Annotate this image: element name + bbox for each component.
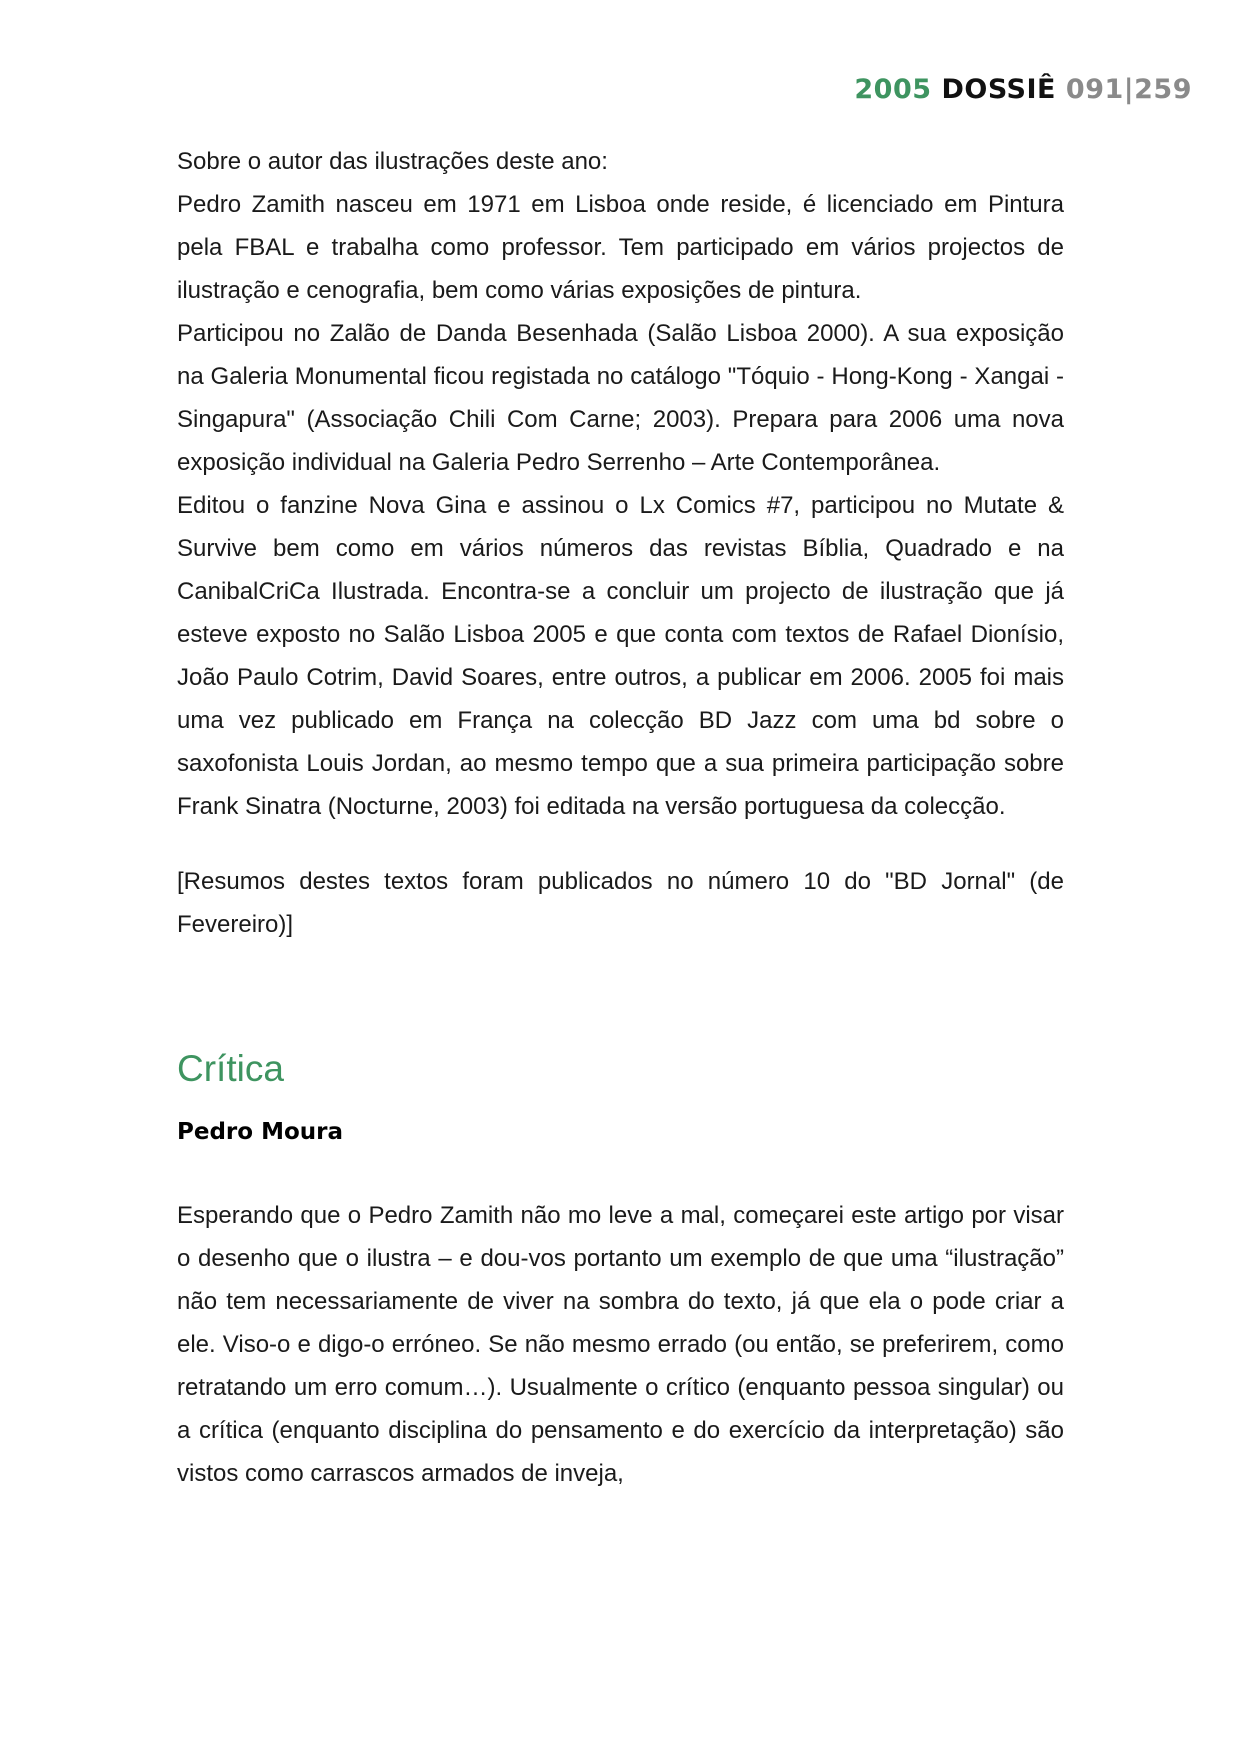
spacer [177,1152,1064,1194]
section-author: Pedro Moura [177,1119,343,1145]
critique-paragraph-1: Esperando que o Pedro Zamith não mo leve a mal, começarei este artigo por visar o desenho que o ilustra – e dou-vos portanto um exemplo de que uma “ilustração” não tem necessariamente de viver na sombra do texto, já que ela o pode criar a ele. Viso-o e digo-o erróneo. Se não mesmo errado (ou então, se preferirem, como retratando um erro comum…). Usualmente o crítico (enquanto pessoa singular) ou a crítica (enquanto disciplina do pensamento e do exercício da interpretação) são vistos como carrascos armados de inveja, [177,1202,1064,1487]
section-title: Crítica [177,1048,284,1089]
bio-paragraph-3: Editou o fanzine Nova Gina e assinou o Lx Comics #7, participou no Mutate & Survive bem como em vários números das revistas Bíblia, Quadrado e na CanibalCriCa Ilustrada. Encontra-se a concluir um projecto de ilustração que já esteve exposto no Salão Lisboa 2005 e que conta com textos de Rafael Dionísio, João Paulo Cotrim, David Soares, entre outros, a publicar em 2006. 2005 foi mais uma vez publicado em França na colecção BD Jazz com uma bd sobre o saxofonista Louis Jordan, ao mesmo tempo que a sua primeira participação sobre Frank Sinatra (Nocturne, 2003) foi editada na versão portuguesa da colecção. [177,492,1064,820]
page-content [177,140,1064,1495]
spacer [177,828,1064,860]
bio-paragraph-1: Pedro Zamith nasceu em 1971 em Lisboa onde reside, é licenciado em Pintura pela FBAL e trabalha como professor. Tem participado em vários projectos de ilustração e cenografia, bem como várias exposições de pintura. [177,191,1064,304]
page-header [854,74,1192,105]
spacer [177,946,1064,1046]
publication-note: [Resumos destes textos foram publicados no número 10 do "BD Jornal" (de Fevereiro)] [177,868,1064,938]
intro-line: Sobre o autor das ilustrações deste ano: [177,148,608,175]
header-label: DOSSIÊ [941,74,1056,105]
header-page-number: 091|259 [1065,74,1192,105]
header-year: 2005 [854,74,932,105]
bio-paragraph-2: Participou no Zalão de Danda Besenhada (Salão Lisboa 2000). A sua exposição na Galeria Monumental ficou registada no catálogo "Tóquio - Hong-Kong - Xangai - Singapura" (Associação Chili Com Carne; 2003). Prepara para 2006 uma nova exposição individual na Galeria Pedro Serrenho – Arte Contemporânea. [177,320,1064,476]
